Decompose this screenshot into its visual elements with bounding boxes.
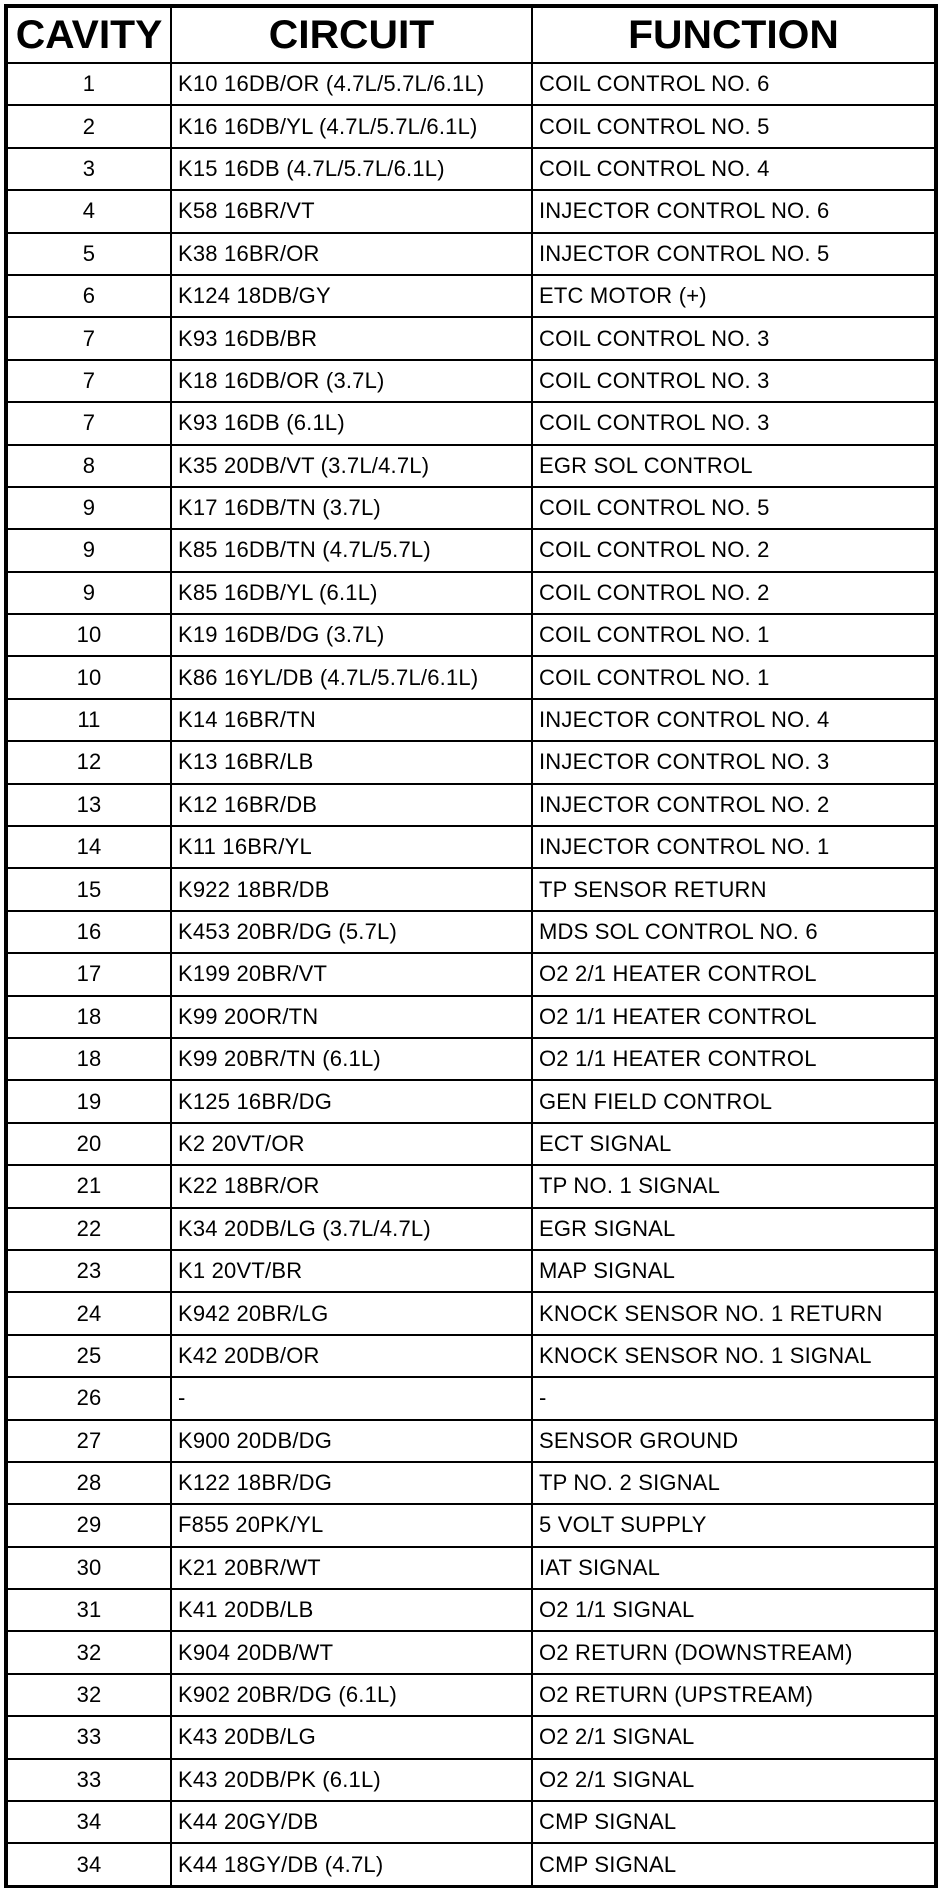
function-cell: O2 2/1 SIGNAL <box>532 1759 935 1801</box>
table-header <box>7 7 935 63</box>
cavity-cell: 25 <box>7 1335 171 1377</box>
header-row <box>7 7 935 63</box>
function-cell: 5 VOLT SUPPLY <box>532 1504 935 1546</box>
table-row <box>7 656 935 698</box>
cavity-cell: 7 <box>7 360 171 402</box>
function-cell: GEN FIELD CONTROL <box>532 1080 935 1122</box>
function-cell: CMP SIGNAL <box>532 1843 935 1885</box>
function-cell: EGR SOL CONTROL <box>532 445 935 487</box>
function-cell: EGR SIGNAL <box>532 1208 935 1250</box>
circuit-cell: K2 20VT/OR <box>171 1123 532 1165</box>
table-row <box>7 275 935 317</box>
circuit-cell: K43 20DB/LG <box>171 1716 532 1758</box>
function-cell: COIL CONTROL NO. 3 <box>532 402 935 444</box>
cavity-cell: 8 <box>7 445 171 487</box>
table-row <box>7 360 935 402</box>
circuit-cell: F855 20PK/YL <box>171 1504 532 1546</box>
connector-pinout-sheet <box>6 6 934 1887</box>
table-row <box>7 868 935 910</box>
table-row <box>7 190 935 232</box>
table-row <box>7 784 935 826</box>
cavity-cell: 16 <box>7 911 171 953</box>
function-cell: O2 1/1 HEATER CONTROL <box>532 996 935 1038</box>
table-row <box>7 233 935 275</box>
circuit-cell: K13 16BR/LB <box>171 741 532 783</box>
connector-pinout-table <box>6 6 936 1887</box>
circuit-cell: K1 20VT/BR <box>171 1250 532 1292</box>
function-cell: O2 1/1 HEATER CONTROL <box>532 1038 935 1080</box>
function-cell: O2 RETURN (DOWNSTREAM) <box>532 1631 935 1673</box>
cavity-cell: 24 <box>7 1292 171 1334</box>
table-row <box>7 1843 935 1885</box>
table-body <box>7 63 935 1886</box>
table-row <box>7 572 935 614</box>
circuit-cell: K34 20DB/LG (3.7L/4.7L) <box>171 1208 532 1250</box>
cavity-cell: 34 <box>7 1843 171 1885</box>
cavity-cell: 6 <box>7 275 171 317</box>
function-cell: TP NO. 2 SIGNAL <box>532 1462 935 1504</box>
table-row <box>7 1589 935 1631</box>
cavity-cell: 28 <box>7 1462 171 1504</box>
table-row <box>7 1716 935 1758</box>
cavity-cell: 12 <box>7 741 171 783</box>
circuit-cell: K19 16DB/DG (3.7L) <box>171 614 532 656</box>
circuit-cell: K904 20DB/WT <box>171 1631 532 1673</box>
table-row <box>7 402 935 444</box>
table-row <box>7 63 935 105</box>
function-cell: TP SENSOR RETURN <box>532 868 935 910</box>
table-row <box>7 1759 935 1801</box>
table-row <box>7 614 935 656</box>
cavity-cell: 11 <box>7 699 171 741</box>
circuit-cell: K18 16DB/OR (3.7L) <box>171 360 532 402</box>
circuit-cell: K44 20GY/DB <box>171 1801 532 1843</box>
cavity-cell: 15 <box>7 868 171 910</box>
function-cell: MAP SIGNAL <box>532 1250 935 1292</box>
cavity-cell: 17 <box>7 953 171 995</box>
cavity-cell: 2 <box>7 105 171 147</box>
function-cell: COIL CONTROL NO. 1 <box>532 614 935 656</box>
cavity-cell: 20 <box>7 1123 171 1165</box>
function-cell: ECT SIGNAL <box>532 1123 935 1165</box>
table-row <box>7 487 935 529</box>
function-cell: INJECTOR CONTROL NO. 2 <box>532 784 935 826</box>
table-row <box>7 1420 935 1462</box>
table-row <box>7 1123 935 1165</box>
circuit-cell: K122 18BR/DG <box>171 1462 532 1504</box>
cavity-cell: 3 <box>7 148 171 190</box>
table-row <box>7 996 935 1038</box>
circuit-cell: K41 20DB/LB <box>171 1589 532 1631</box>
circuit-cell: - <box>171 1377 532 1419</box>
circuit-cell: K942 20BR/LG <box>171 1292 532 1334</box>
function-column-header: FUNCTION <box>528 7 939 63</box>
function-cell: ETC MOTOR (+) <box>532 275 935 317</box>
table-row <box>7 1801 935 1843</box>
function-cell: COIL CONTROL NO. 2 <box>532 529 935 571</box>
table-row <box>7 1335 935 1377</box>
function-cell: O2 2/1 HEATER CONTROL <box>532 953 935 995</box>
function-cell: IAT SIGNAL <box>532 1547 935 1589</box>
circuit-cell: K10 16DB/OR (4.7L/5.7L/6.1L) <box>171 63 532 105</box>
circuit-cell: K922 18BR/DB <box>171 868 532 910</box>
table-row <box>7 529 935 571</box>
cavity-cell: 32 <box>7 1674 171 1716</box>
function-cell: INJECTOR CONTROL NO. 5 <box>532 233 935 275</box>
cavity-cell: 10 <box>7 656 171 698</box>
table-row <box>7 1504 935 1546</box>
cavity-cell: 34 <box>7 1801 171 1843</box>
cavity-cell: 21 <box>7 1165 171 1207</box>
cavity-column-header: CAVITY <box>5 7 172 63</box>
cavity-cell: 18 <box>7 1038 171 1080</box>
function-cell: INJECTOR CONTROL NO. 3 <box>532 741 935 783</box>
table-row <box>7 1674 935 1716</box>
cavity-cell: 32 <box>7 1631 171 1673</box>
function-cell: O2 2/1 SIGNAL <box>532 1716 935 1758</box>
table-row <box>7 826 935 868</box>
table-row <box>7 1462 935 1504</box>
table-row <box>7 741 935 783</box>
function-cell: KNOCK SENSOR NO. 1 RETURN <box>532 1292 935 1334</box>
function-cell: COIL CONTROL NO. 5 <box>532 487 935 529</box>
function-cell: COIL CONTROL NO. 5 <box>532 105 935 147</box>
table-row <box>7 105 935 147</box>
circuit-cell: K43 20DB/PK (6.1L) <box>171 1759 532 1801</box>
function-cell: - <box>532 1377 935 1419</box>
circuit-cell: K15 16DB (4.7L/5.7L/6.1L) <box>171 148 532 190</box>
function-cell: O2 RETURN (UPSTREAM) <box>532 1674 935 1716</box>
circuit-cell: K85 16DB/TN (4.7L/5.7L) <box>171 529 532 571</box>
table-row <box>7 1165 935 1207</box>
function-cell: COIL CONTROL NO. 3 <box>532 317 935 359</box>
table-row <box>7 1080 935 1122</box>
cavity-cell: 18 <box>7 996 171 1038</box>
circuit-cell: K35 20DB/VT (3.7L/4.7L) <box>171 445 532 487</box>
function-cell: INJECTOR CONTROL NO. 1 <box>532 826 935 868</box>
circuit-cell: K199 20BR/VT <box>171 953 532 995</box>
circuit-cell: K22 18BR/OR <box>171 1165 532 1207</box>
table-row <box>7 1377 935 1419</box>
cavity-cell: 4 <box>7 190 171 232</box>
cavity-cell: 33 <box>7 1716 171 1758</box>
circuit-cell: K58 16BR/VT <box>171 190 532 232</box>
circuit-cell: K17 16DB/TN (3.7L) <box>171 487 532 529</box>
cavity-cell: 7 <box>7 317 171 359</box>
circuit-cell: K21 20BR/WT <box>171 1547 532 1589</box>
cavity-cell: 19 <box>7 1080 171 1122</box>
circuit-column-header: CIRCUIT <box>167 7 535 63</box>
cavity-cell: 29 <box>7 1504 171 1546</box>
function-cell: KNOCK SENSOR NO. 1 SIGNAL <box>532 1335 935 1377</box>
function-cell: COIL CONTROL NO. 2 <box>532 572 935 614</box>
circuit-cell: K38 16BR/OR <box>171 233 532 275</box>
table-row <box>7 1208 935 1250</box>
circuit-cell: K900 20DB/DG <box>171 1420 532 1462</box>
function-cell: MDS SOL CONTROL NO. 6 <box>532 911 935 953</box>
function-cell: COIL CONTROL NO. 4 <box>532 148 935 190</box>
circuit-cell: K44 18GY/DB (4.7L) <box>171 1843 532 1885</box>
table-row <box>7 317 935 359</box>
table-row <box>7 148 935 190</box>
cavity-cell: 33 <box>7 1759 171 1801</box>
function-cell: COIL CONTROL NO. 6 <box>532 63 935 105</box>
circuit-cell: K42 20DB/OR <box>171 1335 532 1377</box>
function-cell: INJECTOR CONTROL NO. 6 <box>532 190 935 232</box>
table-row <box>7 1547 935 1589</box>
cavity-cell: 9 <box>7 529 171 571</box>
cavity-cell: 27 <box>7 1420 171 1462</box>
cavity-cell: 9 <box>7 487 171 529</box>
cavity-cell: 30 <box>7 1547 171 1589</box>
function-cell: TP NO. 1 SIGNAL <box>532 1165 935 1207</box>
table-row <box>7 699 935 741</box>
circuit-cell: K14 16BR/TN <box>171 699 532 741</box>
table-row <box>7 1038 935 1080</box>
table-row <box>7 1631 935 1673</box>
circuit-cell: K11 16BR/YL <box>171 826 532 868</box>
table-row <box>7 1292 935 1334</box>
cavity-cell: 1 <box>7 63 171 105</box>
circuit-cell: K85 16DB/YL (6.1L) <box>171 572 532 614</box>
circuit-cell: K93 16DB/BR <box>171 317 532 359</box>
cavity-cell: 7 <box>7 402 171 444</box>
function-cell: CMP SIGNAL <box>532 1801 935 1843</box>
function-cell: O2 1/1 SIGNAL <box>532 1589 935 1631</box>
circuit-cell: K99 20BR/TN (6.1L) <box>171 1038 532 1080</box>
cavity-cell: 26 <box>7 1377 171 1419</box>
function-cell: SENSOR GROUND <box>532 1420 935 1462</box>
cavity-cell: 9 <box>7 572 171 614</box>
cavity-cell: 31 <box>7 1589 171 1631</box>
cavity-cell: 22 <box>7 1208 171 1250</box>
table-row <box>7 445 935 487</box>
table-row <box>7 953 935 995</box>
circuit-cell: K12 16BR/DB <box>171 784 532 826</box>
circuit-cell: K124 18DB/GY <box>171 275 532 317</box>
cavity-cell: 5 <box>7 233 171 275</box>
circuit-cell: K16 16DB/YL (4.7L/5.7L/6.1L) <box>171 105 532 147</box>
function-cell: INJECTOR CONTROL NO. 4 <box>532 699 935 741</box>
circuit-cell: K453 20BR/DG (5.7L) <box>171 911 532 953</box>
cavity-cell: 23 <box>7 1250 171 1292</box>
cavity-cell: 13 <box>7 784 171 826</box>
function-cell: COIL CONTROL NO. 1 <box>532 656 935 698</box>
cavity-cell: 14 <box>7 826 171 868</box>
circuit-cell: K99 20OR/TN <box>171 996 532 1038</box>
function-cell: COIL CONTROL NO. 3 <box>532 360 935 402</box>
table-row <box>7 911 935 953</box>
table-row <box>7 1250 935 1292</box>
circuit-cell: K125 16BR/DG <box>171 1080 532 1122</box>
cavity-cell: 10 <box>7 614 171 656</box>
circuit-cell: K93 16DB (6.1L) <box>171 402 532 444</box>
circuit-cell: K902 20BR/DG (6.1L) <box>171 1674 532 1716</box>
circuit-cell: K86 16YL/DB (4.7L/5.7L/6.1L) <box>171 656 532 698</box>
